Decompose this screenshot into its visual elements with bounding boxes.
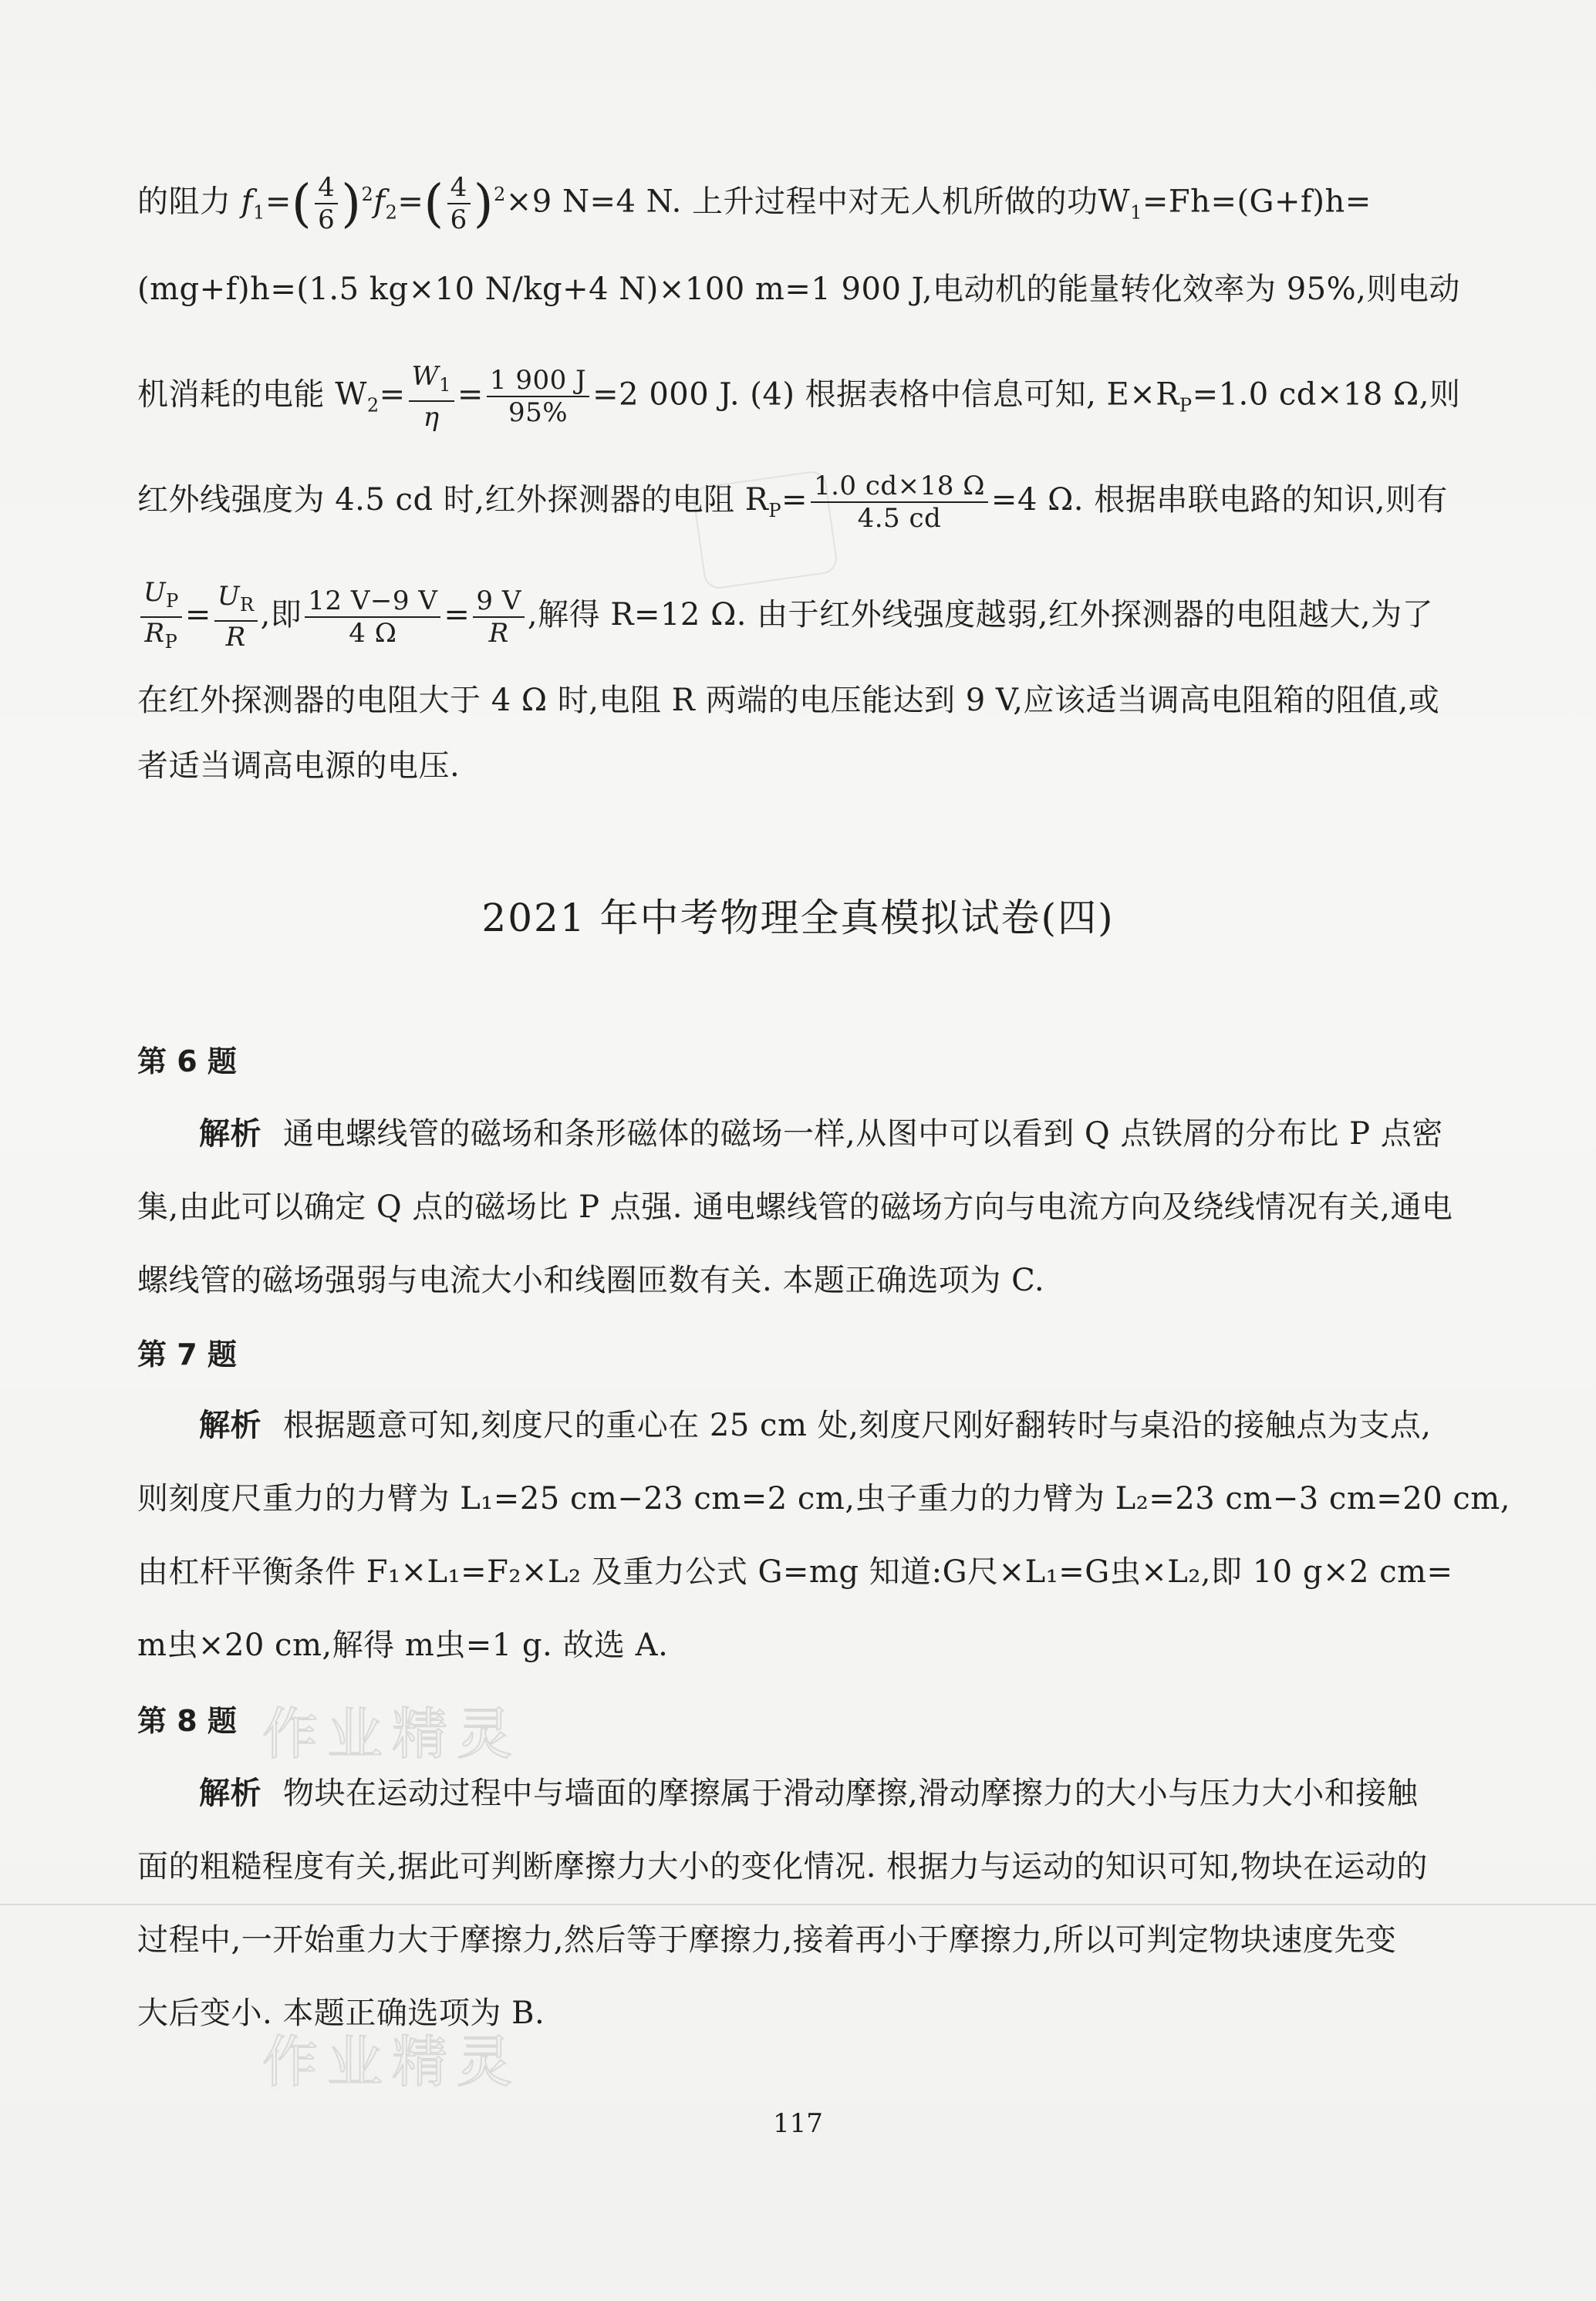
page-number: 117 [773,2108,823,2139]
fraction: $\frac{1 900 J}{95\%}$ [487,365,589,428]
text-line: 机消耗的电能 $W_2=$ $\frac{W_1}{\eta}$ = $\frac{1 900 J}{95\%}$ =2 000 J. (4) 根据表格中信息可知, $E\times R_P=1.0$ cd×18 Ω,则 [137,361,1461,433]
question-heading: 第 6 题 [137,1044,237,1078]
analysis-tag: 解析 [199,1408,262,1443]
section-title: 2021 年中考物理全真模拟试卷(四) [481,896,1115,940]
fraction: $\frac{U_R}{R}$ [214,581,258,653]
watermark-text: 作业精灵 [262,2029,522,2094]
text-line: 由杠杆平衡条件 F₁×L₁=F₂×L₂ 及重力公式 G=mg 知道:G尺×L₁=G虫×L₂,即 10 g×2 cm= [137,1554,1453,1590]
text-line: 集,由此可以确定 Q 点的磁场比 P 点强. 通电螺线管的磁场方向与电流方向及绕线情况有关,通电 [137,1189,1453,1225]
text-line: 者适当调高电源的电压. [137,748,461,784]
text-line: 解析 通电螺线管的磁场和条形磁体的磁场一样,从图中可以看到 Q 点铁屑的分布比 P 点密 [199,1116,1443,1152]
watermark-text: 作业精灵 [262,1702,522,1766]
analysis-tag: 解析 [199,1116,262,1152]
text-line: m虫×20 cm,解得 m虫=1 g. 故选 A. [137,1628,669,1663]
fraction: $\frac{4}{6}$ [315,172,338,235]
fraction: $\frac{4}{6}$ [447,172,471,235]
text-line: 过程中,一开始重力大于摩擦力,然后等于摩擦力,接着再小于摩擦力,所以可判定物块速度先变 [137,1922,1397,1958]
fraction: $\frac{W_1}{\eta}$ [409,361,454,433]
text-line: 则刻度尺重力的力臂为 L₁=25 cm−23 cm=2 cm,虫子重力的力臂为 L₂=23 cm−3 cm=20 cm, [137,1481,1510,1517]
text-line: 红外线强度为 4.5 cd 时,红外探测器的电阻 $R_P=$ $\frac{1.0 cd\times 18 \Omega}{4.5 cd}$ =4 Ω. 根据串联电路的知识,则有 [137,471,1448,534]
text-line: $\frac{U_P}{R_P}$ = $\frac{U_R}{R}$ ,即 $\frac{12 V-9 V}{4 \Omega}$ = $\frac{9 V}{R}$ ,解得 R=12 Ω. 由于红外线强度越弱,红外探测器的电阻越大,为了 [137,577,1472,657]
text-line: 大后变小. 本题正确选项为 B. [137,1996,545,2031]
text-line: (mg+f)h=(1.5 kg×10 N/kg+4 N)×100 m=1 900 J,电动机的能量转化效率为 95%,则电动 [137,272,1460,307]
fraction: $\frac{U_P}{R_P}$ [140,577,182,657]
text-line: 解析 根据题意可知,刻度尺的重心在 25 cm 处,刻度尺刚好翻转时与桌沿的接触点为支点, [199,1408,1432,1443]
fraction: $\frac{1.0 cd\times 18 \Omega}{4.5 cd}$ [811,471,988,534]
text-line: 解析 物块在运动过程中与墙面的摩擦属于滑动摩擦,滑动摩擦力的大小与压力大小和接触 [199,1776,1419,1811]
text-line: 面的粗糙程度有关,据此可判断摩擦力大小的变化情况. 根据力与运动的知识可知,物块在运动的 [137,1849,1428,1884]
page-fold-line [0,1904,1596,1905]
fraction: $\frac{9 V}{R}$ [473,585,525,649]
question-heading: 第 8 题 [137,1704,237,1738]
text-line: 的阻力 $f_1=$( $\frac{4}{6}$ )$^2f_2=$( $\frac{4}{6}$ )$^2$×9 N=4 N. 上升过程中对无人机所做的功$W_1=Fh=(G+f)h=$ [137,172,1372,236]
question-heading: 第 7 题 [137,1338,237,1371]
analysis-tag: 解析 [199,1776,262,1811]
text-line: 在红外探测器的电阻大于 4 Ω 时,电阻 R 两端的电压能达到 9 V,应该适当调高电阻箱的阻值,或 [137,683,1440,718]
text-line: 螺线管的磁场强弱与电流大小和线圈匝数有关. 本题正确选项为 C. [137,1263,1045,1298]
fraction: $\frac{12 V-9 V}{4 \Omega}$ [305,585,440,649]
